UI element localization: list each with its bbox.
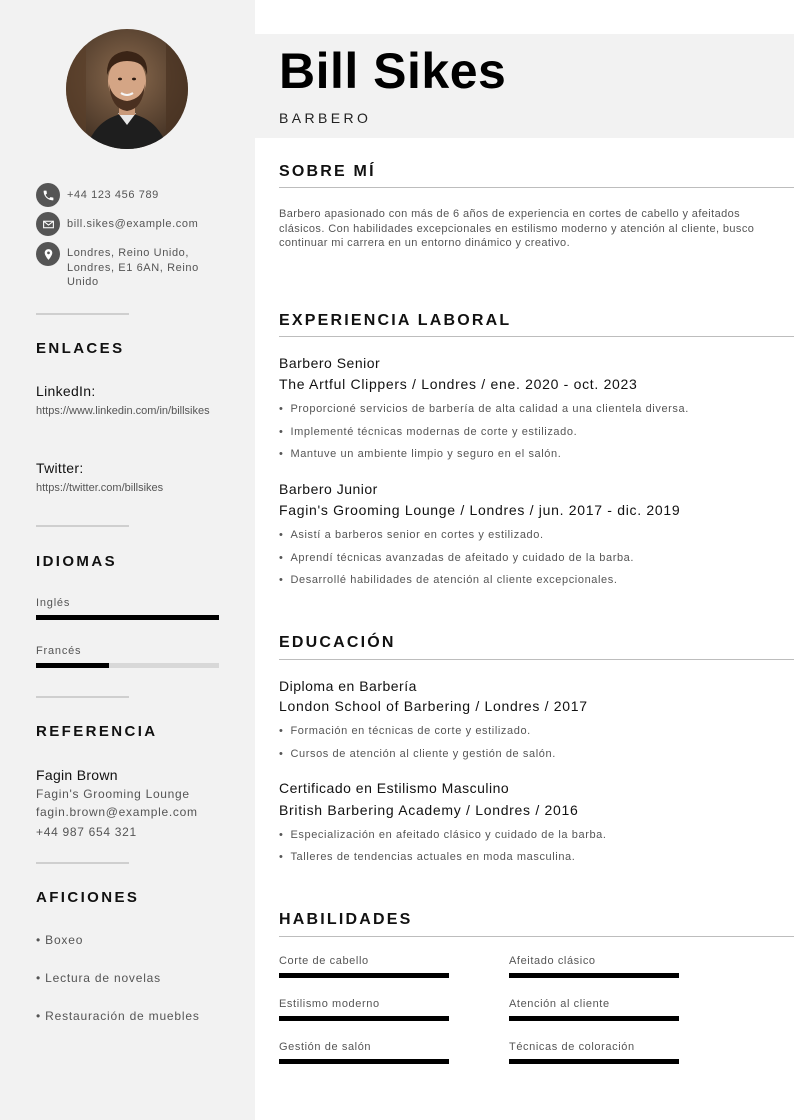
- hobbies-heading: AFICIONES: [36, 889, 140, 906]
- linkedin-link[interactable]: https://www.linkedin.com/in/billsikes: [36, 405, 210, 417]
- contact-address: [36, 242, 207, 290]
- languages-heading: IDIOMAS: [36, 553, 117, 570]
- language-name: Inglés: [36, 597, 71, 609]
- hobby-item: • Restauración de muebles: [36, 1009, 200, 1023]
- education-title: Certificado en Estilismo Masculino: [279, 780, 510, 796]
- contact-email: [36, 212, 207, 236]
- sidebar-divider: [36, 862, 129, 864]
- links-heading: ENLACES: [36, 340, 125, 357]
- education-bullet: • Cursos de atención al cliente y gestión de salón.: [279, 748, 556, 760]
- section-rule: [279, 936, 794, 937]
- hobby-label: Boxeo: [45, 933, 84, 947]
- about-heading: SOBRE MÍ: [279, 163, 376, 180]
- twitter-label: Twitter:: [36, 460, 84, 476]
- job-title: Barbero Junior: [279, 481, 378, 497]
- sidebar-divider: [36, 313, 129, 315]
- hobby-item: • Lectura de novelas: [36, 971, 161, 985]
- job-bullet: • Asistí a barberos senior en cortes y estilizado.: [279, 529, 544, 541]
- language-level-fill: [36, 663, 109, 668]
- education-bullet: • Talleres de tendencias actuales en moda masculina.: [279, 851, 575, 863]
- education-bullet: • Formación en técnicas de corte y estilizado.: [279, 725, 531, 737]
- skills-heading: HABILIDADES: [279, 911, 413, 928]
- twitter-link[interactable]: https://twitter.com/billsikes: [36, 482, 164, 494]
- sidebar-divider: [36, 696, 129, 698]
- reference-name: Fagin Brown: [36, 767, 118, 783]
- education-title: Diploma en Barbería: [279, 678, 417, 694]
- profile-photo: [66, 29, 188, 149]
- language-level-bar: [36, 663, 219, 668]
- section-rule: [279, 659, 794, 660]
- skill-level-bar: [509, 973, 679, 978]
- education-bullet: • Especialización en afeitado clásico y cuidado de la barba.: [279, 829, 607, 841]
- skill-level-bar: [279, 973, 449, 978]
- reference-heading: REFERENCIA: [36, 723, 158, 740]
- skill-name: Afeitado clásico: [509, 955, 596, 967]
- contact-phone: [36, 183, 207, 207]
- education-subtitle: London School of Barbering / Londres / 2017: [279, 698, 588, 714]
- about-text: Barbero apasionado con más de 6 años de experiencia en cortes de cabello y afeitados clásicos. Con habilidades excepcionales en estilismo moderno y atención al cliente, busco continuar mi carrera en un entorno dinámico y creativo.: [279, 208, 755, 249]
- skill-level-bar: [509, 1059, 679, 1064]
- linkedin-label: LinkedIn:: [36, 383, 96, 399]
- candidate-role: BARBERO: [279, 110, 372, 126]
- skill-name: Corte de cabello: [279, 955, 369, 967]
- skill-name: Atención al cliente: [509, 998, 610, 1010]
- language-level-bar: [36, 615, 219, 620]
- job-bullet: • Proporcioné servicios de barbería de alta calidad a una clientela diversa.: [279, 403, 689, 415]
- skill-name: Técnicas de coloración: [509, 1041, 635, 1053]
- sidebar-divider: [36, 525, 129, 527]
- education-subtitle: British Barbering Academy / Londres / 2016: [279, 802, 579, 818]
- job-bullet: • Desarrollé habilidades de atención al cliente excepcionales.: [279, 574, 618, 586]
- skill-name: Estilismo moderno: [279, 998, 380, 1010]
- section-rule: [279, 187, 794, 188]
- email-text: bill.sikes@example.com: [67, 218, 199, 230]
- hobby-item: • Boxeo: [36, 933, 84, 947]
- candidate-name: Bill Sikes: [279, 43, 507, 99]
- language-level-fill: [36, 615, 219, 620]
- skill-level-bar: [509, 1016, 679, 1021]
- location-pin-icon: [36, 242, 60, 266]
- section-rule: [279, 336, 794, 337]
- phone-icon: [36, 183, 60, 207]
- reference-company: Fagin's Grooming Lounge: [36, 787, 190, 801]
- envelope-icon: [36, 212, 60, 236]
- experience-heading: EXPERIENCIA LABORAL: [279, 312, 512, 329]
- job-title: Barbero Senior: [279, 355, 381, 371]
- skill-name: Gestión de salón: [279, 1041, 372, 1053]
- phone-text: +44 123 456 789: [67, 189, 159, 201]
- skill-level-bar: [279, 1059, 449, 1064]
- job-bullet: • Aprendí técnicas avanzadas de afeitado y cuidado de la barba.: [279, 552, 634, 564]
- address-text: Londres, Reino Unido, Londres, E1 6AN, Reino Unido: [67, 247, 199, 288]
- reference-phone: +44 987 654 321: [36, 825, 137, 839]
- job-subtitle: The Artful Clippers / Londres / ene. 2020 - oct. 2023: [279, 376, 638, 392]
- job-subtitle: Fagin's Grooming Lounge / Londres / jun. 2017 - dic. 2019: [279, 502, 681, 518]
- skill-level-bar: [279, 1016, 449, 1021]
- job-bullet: • Implementé técnicas modernas de corte y estilizado.: [279, 426, 577, 438]
- job-bullet: • Mantuve un ambiente limpio y seguro en el salón.: [279, 448, 561, 460]
- hobby-label: Lectura de novelas: [45, 971, 161, 985]
- education-heading: EDUCACIÓN: [279, 634, 396, 651]
- hobby-label: Restauración de muebles: [45, 1009, 200, 1023]
- language-name: Francés: [36, 645, 82, 657]
- reference-email[interactable]: fagin.brown@example.com: [36, 805, 198, 819]
